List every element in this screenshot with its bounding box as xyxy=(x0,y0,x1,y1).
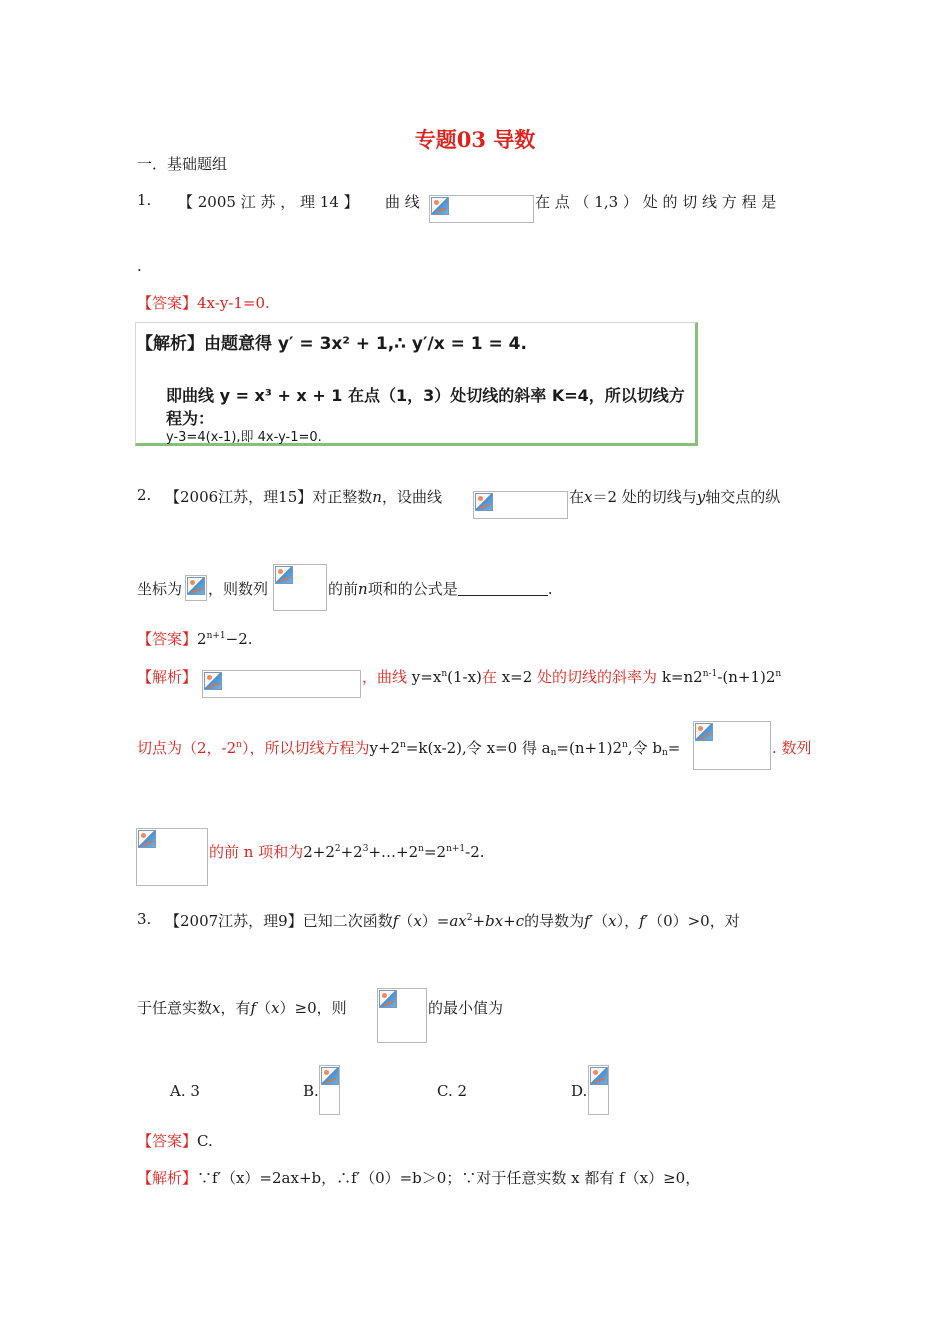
q3-line2-x2: x xyxy=(271,999,280,1017)
a1-eq5: -(n+1)2 xyxy=(717,668,776,686)
q2-line-1 xyxy=(165,486,442,507)
q3-text-b: （ xyxy=(398,912,414,930)
a1-sup: n xyxy=(441,669,448,679)
q2-analysis-label xyxy=(137,666,197,687)
q3-x1: x xyxy=(413,912,422,930)
a2-sup2: n xyxy=(400,740,406,750)
analysis-line-2: 即曲线 y = x³ + x + 1 在点（1，3）处切线的斜率 K=4，所以切线方程为： xyxy=(166,386,685,428)
q2-text-b: ，设曲线 xyxy=(381,488,442,506)
a1-red3: 处的切线的斜率为 xyxy=(537,668,658,686)
q3-line2-f: f xyxy=(250,999,257,1017)
broken-image-icon xyxy=(475,493,493,511)
broken-image-icon xyxy=(187,577,205,595)
q2-ordinate-image xyxy=(185,575,207,601)
q3-f2: f′ xyxy=(584,912,594,930)
answer-label: 【答案】 xyxy=(137,294,198,312)
answer-tail: −2. xyxy=(225,630,253,648)
analysis-label: 【解析】 xyxy=(137,1169,198,1187)
q2-curve-image xyxy=(473,491,568,519)
q2-analysis-line-1 xyxy=(362,666,781,687)
a2-red: 切点为（2，-2 xyxy=(137,739,237,757)
q3-option-d-image xyxy=(588,1065,609,1115)
q1-text-b: 在 点 （ 1,3 ） 处 的 切 线 方 程 是 xyxy=(535,193,777,211)
q2-line-2-c xyxy=(328,578,552,599)
q3-sup2: 2 xyxy=(466,913,473,923)
broken-image-icon xyxy=(431,197,449,215)
a2-eq3: =(n+1)2 xyxy=(556,739,623,757)
q2-answer xyxy=(137,628,253,649)
q2-text-front: 的前 xyxy=(328,580,359,598)
q2-var-n2: n xyxy=(358,580,368,598)
q3-line2-x: x xyxy=(212,999,221,1017)
q2-text-sum: 项和的公式是 xyxy=(367,580,458,598)
q2-number: 2. xyxy=(137,486,152,504)
q2-var-n: n xyxy=(372,488,382,506)
a1-red2: 在 xyxy=(481,668,497,686)
q3-line2-d: ）≥0，则 xyxy=(279,999,347,1017)
a2-red2: ），所以切线方程为 xyxy=(241,739,370,757)
a3-sup2: 3 xyxy=(362,844,369,854)
q2-answer-blank xyxy=(458,581,548,596)
q2-series-image xyxy=(136,828,208,886)
answer-label: 【答案】 xyxy=(137,1132,198,1150)
answer-text: C. xyxy=(197,1132,213,1150)
q2-var-x: x xyxy=(584,488,593,506)
a1-eq3: x=2 xyxy=(501,668,533,686)
q3-option-b-image xyxy=(319,1065,340,1115)
answer-label: 【答案】 xyxy=(137,630,198,648)
q3-x2: x xyxy=(608,912,617,930)
a2-sup3: n xyxy=(622,740,628,750)
q3-f3: f′ xyxy=(639,912,649,930)
a2-eq4: ,令 b xyxy=(627,739,662,757)
q2-line-2-b: ，则数列 xyxy=(208,580,269,598)
answer-sup: n+1 xyxy=(206,631,226,641)
broken-image-icon xyxy=(321,1067,339,1085)
a3-red: 的前 n 项和为 xyxy=(209,843,304,861)
q1-source: 【 2005 江 苏 ， 理 14 】 xyxy=(178,193,359,211)
q2-analysis-line-2-end xyxy=(772,737,812,758)
q1-formula-image xyxy=(429,195,534,223)
q2-sequence-image xyxy=(273,564,327,611)
q2-text-a: 对正整数 xyxy=(312,488,373,506)
q3-line-2 xyxy=(137,997,347,1018)
document-title: 专题03 导数 xyxy=(414,127,536,152)
a2-eq: y+2 xyxy=(369,739,401,757)
a2-sup: n xyxy=(236,740,242,750)
answer-text: 4x-y-1=0. xyxy=(197,294,270,312)
q1-answer xyxy=(137,292,270,313)
a1-eq2: (1-x) xyxy=(447,668,482,686)
q2-var-y: y xyxy=(696,488,706,506)
a1-sup3: n xyxy=(775,669,782,679)
q1-blank-dot: . xyxy=(137,257,142,275)
q3-source: 【2007江苏，理9】 xyxy=(165,912,303,930)
q3-text-c: ）= xyxy=(421,912,450,930)
broken-image-icon xyxy=(138,830,156,848)
q3-line-1 xyxy=(165,910,740,931)
q3-option-a: A. 3 xyxy=(170,1082,200,1100)
analysis-text: ∵f′（x）=2ax+b，∴f′（0）=b＞0；∵对于任意实数 x 都有 f（x）≥0， xyxy=(197,1169,701,1187)
q3-text-g: （0）>0，对 xyxy=(648,912,740,930)
q3-line2-b: ，有 xyxy=(220,999,251,1017)
a3-sup1: 2 xyxy=(334,844,341,854)
q3-number: 3. xyxy=(137,910,152,928)
a3-eq2: +2 xyxy=(340,843,363,861)
q1-number: 1. xyxy=(137,191,152,209)
a1-eq: y=x xyxy=(411,668,442,686)
broken-image-icon xyxy=(275,566,293,584)
q3-text-d: 的导数为 xyxy=(524,912,585,930)
answer-base: 2 xyxy=(197,630,207,648)
q3-ax: ax xyxy=(449,912,467,930)
q3-text-a: 已知二次函数 xyxy=(302,912,393,930)
a3-eq4: =2 xyxy=(423,843,447,861)
q3-analysis xyxy=(137,1167,700,1188)
q2-text-c: 在 xyxy=(569,488,585,506)
broken-image-icon xyxy=(695,723,713,741)
a2-sub: n xyxy=(550,748,557,758)
analysis-line-1: 【解析】由题意得 y′ = 3x² + 1,∴ y′/x = 1 = 4. xyxy=(136,334,527,354)
a2-eq5: = xyxy=(667,739,681,757)
analysis-line-3: y-3=4(x-1),即 4x-y-1=0. xyxy=(166,430,322,445)
a3-sup3: n xyxy=(418,844,424,854)
q2-text-e: ＝2 处的切线与 xyxy=(592,488,697,506)
q3-answer xyxy=(137,1130,213,1151)
broken-image-icon xyxy=(204,672,222,690)
q2-line-2-a: 坐标为 xyxy=(137,580,183,598)
a3-sup4: n+1 xyxy=(446,844,466,854)
q3-line2-a: 于任意实数 xyxy=(137,999,213,1017)
q3-option-d: D. xyxy=(571,1082,588,1100)
a1-red: ，曲线 xyxy=(362,668,408,686)
q2-text-g: 轴交点的纵 xyxy=(705,488,781,506)
q2-line-1-b xyxy=(569,486,780,507)
q3-text-e: （ xyxy=(593,912,609,930)
a2-sub2: n xyxy=(661,748,668,758)
q3-bx: +bx+c xyxy=(472,912,525,930)
q3-line2-c: （ xyxy=(256,999,272,1017)
q2-line-end: . xyxy=(547,580,553,598)
a2-eq2: =k(x-2),令 x=0 得 a xyxy=(405,739,551,757)
q2-source: 【2006江苏，理15】 xyxy=(165,488,313,506)
broken-image-icon xyxy=(379,990,397,1008)
broken-image-icon xyxy=(590,1067,608,1085)
q2-analysis-line-2 xyxy=(137,737,680,758)
q3-line2-e: 的最小值为 xyxy=(428,999,504,1017)
q3-option-b: B. xyxy=(303,1082,319,1100)
q3-f1: f xyxy=(392,912,399,930)
q3-option-c: C. 2 xyxy=(437,1082,468,1100)
a3-eq5: -2. xyxy=(465,843,485,861)
q1-analysis-image xyxy=(135,322,698,446)
a2-red3: . 数列 xyxy=(772,739,812,757)
q3-text-f: ）， xyxy=(616,912,640,930)
section-heading: 一．基础题组 xyxy=(137,155,228,173)
q1-text-a: 曲 线 xyxy=(385,193,420,211)
analysis-label: 【解析】 xyxy=(137,668,198,686)
q2-bn-image xyxy=(693,721,771,770)
q3-expression-image xyxy=(377,988,427,1043)
a3-eq3: +…+2 xyxy=(368,843,419,861)
q2-derivative-image xyxy=(202,670,361,698)
a3-eq: 2+2 xyxy=(303,843,335,861)
q2-analysis-line-3 xyxy=(209,841,485,862)
a1-sup2: n-1 xyxy=(702,669,718,679)
a1-eq4: k=n2 xyxy=(661,668,703,686)
